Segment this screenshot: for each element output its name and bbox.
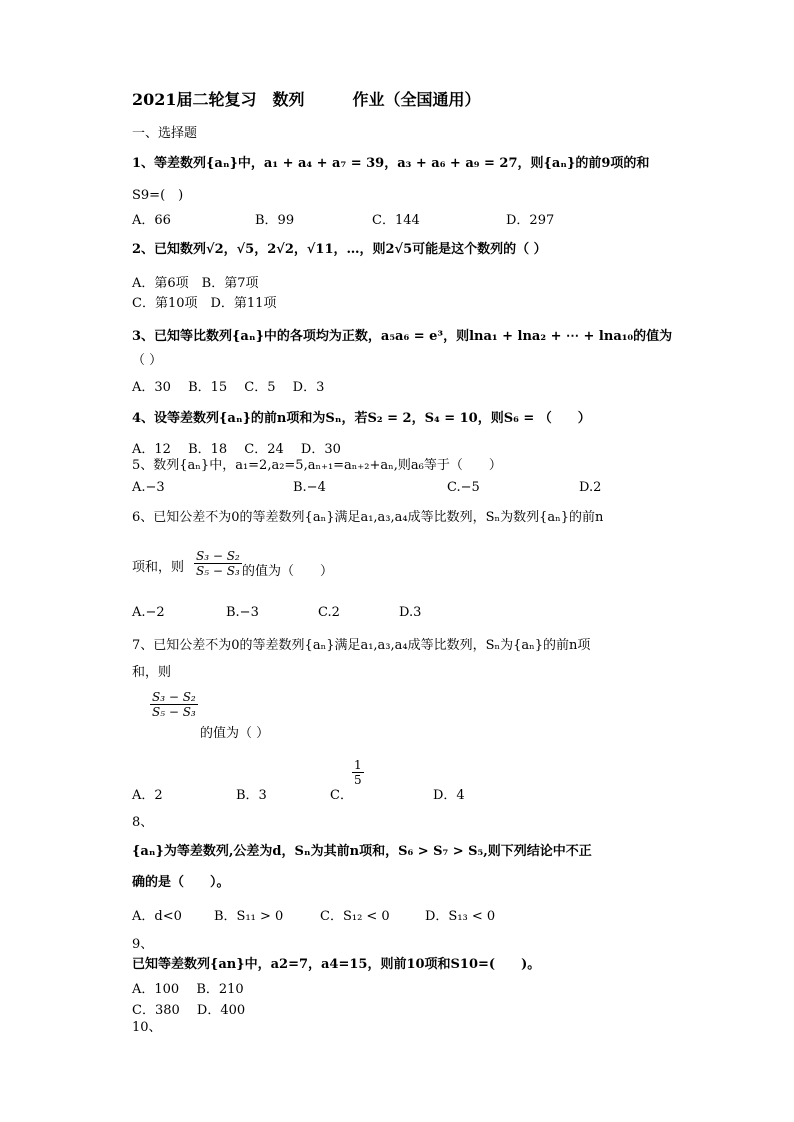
question-1-stem: 1、等差数列{aₙ}中，a₁ + a₄ + a₇ = 39，a₃ + a₆ + a₉ = 27，则{aₙ}的前9项的和: [132, 156, 650, 171]
question-7-fraction: [150, 690, 198, 719]
question-7-option-c-numerator: 1: [354, 758, 362, 772]
question-2-option-cd: C．第10项 D．第11项: [132, 296, 277, 311]
question-5-option-b: B.−4: [293, 480, 326, 495]
question-6-option-c: C.2: [318, 605, 340, 620]
question-8-option-d: D．S₁₃ < 0: [425, 909, 496, 924]
question-6-fraction-denominator: S₅ − S₃: [196, 564, 240, 578]
question-7-option-d: D．4: [433, 788, 465, 803]
question-7-option-b: B．3: [236, 788, 267, 803]
question-5-option-c: C.−5: [447, 480, 480, 495]
question-2-option-ab: A．第6项 B．第7项: [132, 276, 259, 291]
question-1-option-b: B．99: [255, 213, 295, 228]
page-title: 2021届二轮复习 数列 作业（全国通用）: [132, 90, 481, 109]
section-heading: 一、选择题: [132, 126, 198, 141]
question-1-option-c: C．144: [372, 213, 420, 228]
question-7-stem: 7、已知公差不为0的等差数列{aₙ}满足a₁,a₃,a₄成等比数列，Sₙ为{aₙ}的前n项: [132, 638, 591, 653]
question-9-number: 9、: [132, 937, 154, 952]
question-6-stem: 6、已知公差不为0的等差数列{aₙ}满足a₁,a₃,a₄成等比数列，Sₙ为数列{aₙ}的前n: [132, 510, 604, 525]
question-7-fraction-numerator: S₃ − S₂: [152, 690, 196, 704]
question-10-number: 10、: [132, 1020, 162, 1035]
question-8-option-b: B．S₁₁ > 0: [214, 909, 284, 924]
question-6-option-d: D.3: [399, 605, 422, 620]
question-7-option-c: C．: [330, 788, 353, 803]
question-6-option-b: B.−3: [226, 605, 259, 620]
question-7-option-c-fraction: [352, 758, 364, 787]
question-3-options: A．30 B．15 C．5 D．3: [132, 380, 325, 395]
question-7-stem-2: 和，则: [132, 665, 172, 680]
question-5-stem: 5、数列{aₙ}中，a₁=2,a₂=5,aₙ₊₁=aₙ₊₂+aₙ,则a₆等于（ ）: [132, 458, 502, 473]
question-8-stem: {aₙ}为等差数列,公差为d，Sₙ为其前n项和，S₆ > S₇ > S₅,则下列结论中不正: [132, 844, 592, 859]
question-7-fraction-denominator: S₅ − S₃: [152, 705, 196, 719]
question-8-option-a: A．d<0: [132, 909, 182, 924]
question-5-option-a: A.−3: [132, 480, 165, 495]
question-4-options: A．12 B．18 C．24 D．30: [132, 442, 341, 457]
question-5-option-d: D.2: [579, 480, 602, 495]
question-6-stem-2-pre: 项和，则: [132, 560, 185, 575]
question-7-option-c-denominator: 5: [354, 773, 362, 787]
question-3-stem: 3、已知等比数列{aₙ}中的各项均为正数，a₅a₆ = e³，则lna₁ + lna₂ + ⋯ + lna₁₀的值为: [132, 329, 673, 344]
question-6-fraction: [194, 549, 242, 578]
question-6-fraction-numerator: S₃ − S₂: [196, 549, 240, 563]
question-2-stem: 2、已知数列√2，√5，2√2，√11，…，则2√5可能是这个数列的（ ）: [132, 242, 547, 257]
question-9-option-ab: A．100 B．210: [132, 982, 244, 997]
question-6-option-a: A.−2: [132, 605, 165, 620]
question-1-stem-2: S9=( ): [132, 188, 184, 203]
question-8-option-c: C．S₁₂ < 0: [320, 909, 390, 924]
question-1-option-a: A．66: [132, 213, 171, 228]
question-1-option-d: D．297: [506, 213, 555, 228]
question-9-stem: 已知等差数列{an}中，a2=7，a4=15，则前10项和S10=( )。: [132, 957, 541, 972]
question-7-stem-3: 的值为（ ）: [200, 726, 270, 741]
question-4-stem: 4、设等差数列{aₙ}的前n项和为Sₙ，若S₂ = 2，S₄ = 10，则S₆ = （ ）: [132, 411, 591, 426]
question-9-option-cd: C．380 D．400: [132, 1003, 246, 1018]
question-7-option-a: A．2: [132, 788, 163, 803]
question-6-stem-2-post: 的值为（ ）: [242, 564, 334, 579]
question-8-number: 8、: [132, 815, 154, 830]
question-8-stem-2: 确的是（ ）。: [132, 875, 230, 890]
question-3-stem-2: （ ）: [132, 353, 163, 368]
